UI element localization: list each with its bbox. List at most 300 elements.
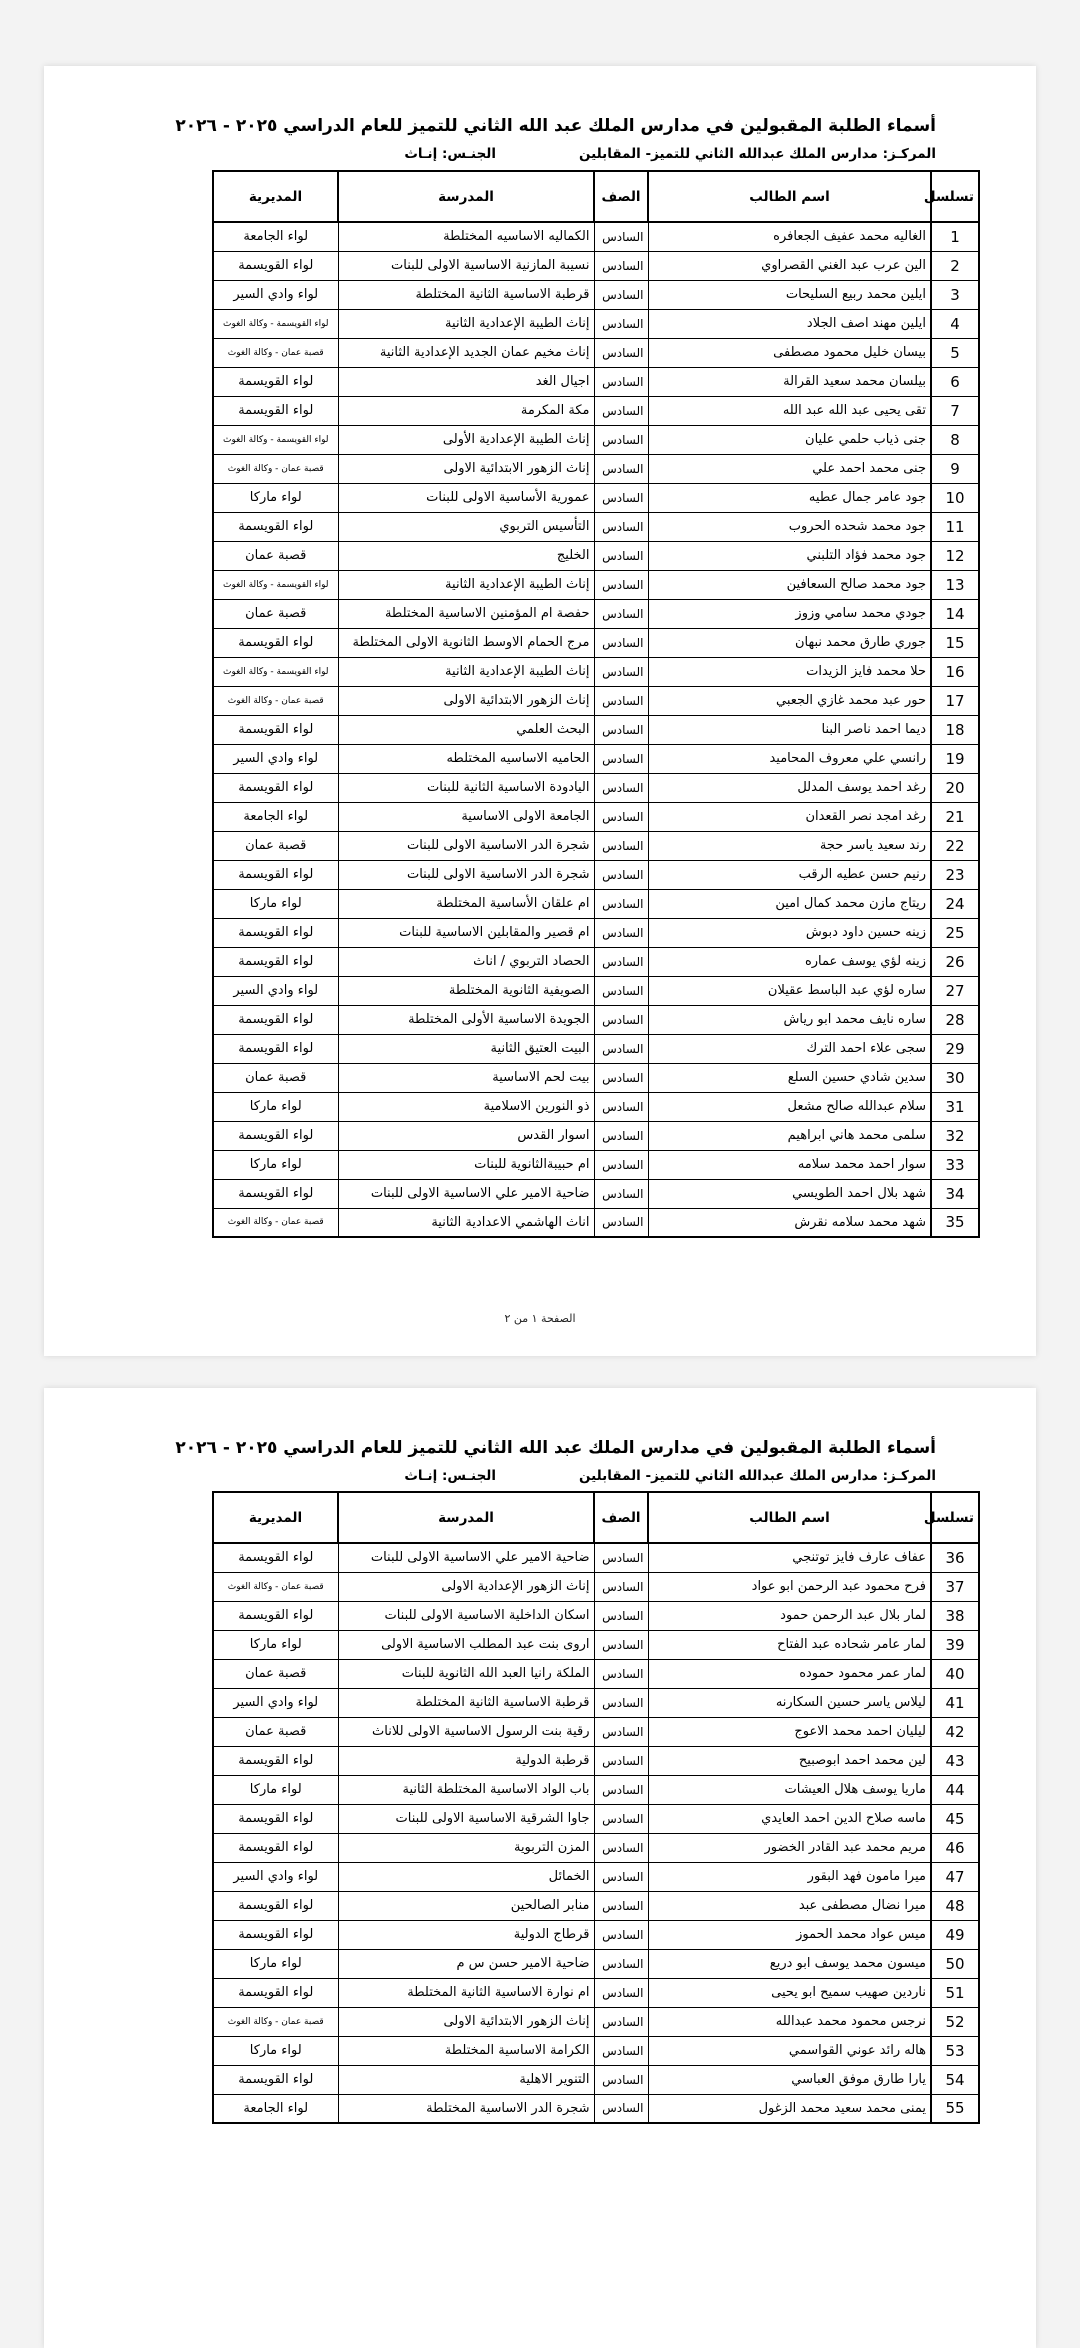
- cell-student-name: رند سعيد ياسر حجة: [648, 831, 931, 860]
- cell-no: 9: [931, 454, 979, 483]
- cell-school: إناث الطيبة الإعدادية الثانية: [338, 570, 594, 599]
- center-label: المركـز: مدارس الملك عبدالله الثاني للتميز- المقابلين: [579, 146, 936, 162]
- cell-no: 29: [931, 1034, 979, 1063]
- cell-no: 50: [931, 1949, 979, 1978]
- cell-no: 21: [931, 802, 979, 831]
- table-row: [213, 657, 979, 686]
- cell-school: ضاحية الامير حسن س م: [338, 1949, 594, 1978]
- cell-grade: السادس: [594, 338, 648, 367]
- cell-no: 36: [931, 1543, 979, 1572]
- cell-student-name: جودي محمد سامي وزوز: [648, 599, 931, 628]
- cell-grade: السادس: [594, 309, 648, 338]
- cell-student-name: تقى يحيى عبد الله عبد الله: [648, 396, 931, 425]
- cell-student-name: زينه حسين داود دبوش: [648, 918, 931, 947]
- cell-grade: السادس: [594, 1862, 648, 1891]
- table-row: [213, 454, 979, 483]
- cell-no: 41: [931, 1688, 979, 1717]
- table-row: [213, 1717, 979, 1746]
- table-row: [213, 396, 979, 425]
- table-row: [213, 1179, 979, 1208]
- cell-directorate: لواء القويسمة: [213, 1804, 338, 1833]
- table-row: [213, 744, 979, 773]
- cell-school: قرطبة الاساسية الثانية المختلطة: [338, 280, 594, 309]
- document-title: أسماء الطلبة المقبولين في مدارس الملك عبد الله الثاني للتميز للعام الدراسي ٢٠٢٥ - ٢٠٢٦: [175, 1438, 936, 1458]
- center-label: المركـز: مدارس الملك عبدالله الثاني للتميز- المقابلين: [579, 1468, 936, 1484]
- cell-school: اجيال الغد: [338, 367, 594, 396]
- cell-directorate: لواء القويسمة: [213, 1034, 338, 1063]
- cell-no: 34: [931, 1179, 979, 1208]
- cell-directorate: لواء القويسمة: [213, 715, 338, 744]
- cell-directorate: لواء القويسمة: [213, 1833, 338, 1862]
- table-row: [213, 599, 979, 628]
- cell-school: الجويدة الاساسية الأولى المختلطة: [338, 1005, 594, 1034]
- cell-grade: السادس: [594, 1063, 648, 1092]
- cell-no: 2: [931, 251, 979, 280]
- cell-grade: السادس: [594, 1601, 648, 1630]
- table-row: [213, 1063, 979, 1092]
- cell-student-name: سوار احمد محمد سلامه: [648, 1150, 931, 1179]
- cell-grade: السادس: [594, 599, 648, 628]
- cell-school: ام علقان الأساسية المختلطة: [338, 889, 594, 918]
- header-name: اسم الطالب: [648, 1492, 931, 1543]
- cell-no: 54: [931, 2065, 979, 2094]
- cell-directorate: قصبة عمان: [213, 599, 338, 628]
- cell-no: 5: [931, 338, 979, 367]
- table-body: [213, 1543, 979, 2123]
- cell-directorate: لواء القويسمة: [213, 1920, 338, 1949]
- cell-directorate: لواء وادي السير: [213, 1862, 338, 1891]
- cell-no: 14: [931, 599, 979, 628]
- cell-grade: السادس: [594, 1920, 648, 1949]
- table-row: [213, 1005, 979, 1034]
- table-row: [213, 889, 979, 918]
- cell-student-name: حلا محمد فايز الزيدات: [648, 657, 931, 686]
- cell-no: 3: [931, 280, 979, 309]
- cell-no: 25: [931, 918, 979, 947]
- cell-directorate: لواء الجامعة: [213, 2094, 338, 2123]
- cell-student-name: جود محمد فؤاد التلبني: [648, 541, 931, 570]
- cell-directorate: لواء القويسمة: [213, 1978, 338, 2007]
- cell-no: 24: [931, 889, 979, 918]
- cell-school: المزن التربوية: [338, 1833, 594, 1862]
- cell-school: باب الواد الاساسية المختلطة الثانية: [338, 1775, 594, 1804]
- cell-student-name: بيلسان محمد سعيد القرالة: [648, 367, 931, 396]
- table-row: [213, 860, 979, 889]
- cell-grade: السادس: [594, 1150, 648, 1179]
- cell-no: 39: [931, 1630, 979, 1659]
- cell-student-name: بيسان خليل محمود مصطفى: [648, 338, 931, 367]
- table-row: [213, 1659, 979, 1688]
- cell-student-name: جود عامر جمال عطيه: [648, 483, 931, 512]
- cell-directorate: لواء القويسمة: [213, 773, 338, 802]
- table-row: [213, 1978, 979, 2007]
- document-page-1: [44, 66, 1036, 1356]
- cell-school: قرطاج الدولية: [338, 1920, 594, 1949]
- cell-student-name: ماريا يوسف هلال العيشات: [648, 1775, 931, 1804]
- cell-no: 26: [931, 947, 979, 976]
- cell-directorate: لواء الجامعة: [213, 802, 338, 831]
- cell-school: ضاحية الامير علي الاساسية الاولى للبنات: [338, 1543, 594, 1572]
- cell-no: 8: [931, 425, 979, 454]
- cell-directorate: قصبة عمان: [213, 1659, 338, 1688]
- cell-school: قرطبة الاساسية الثانية المختلطة: [338, 1688, 594, 1717]
- cell-directorate: قصبة عمان: [213, 1717, 338, 1746]
- cell-student-name: سجى علاء احمد الترك: [648, 1034, 931, 1063]
- cell-school: اسوار القدس: [338, 1121, 594, 1150]
- cell-grade: السادس: [594, 1572, 648, 1601]
- cell-no: 38: [931, 1601, 979, 1630]
- cell-student-name: رانسي علي معروف المحاميد: [648, 744, 931, 773]
- table-row: [213, 1775, 979, 1804]
- cell-school: ام حبيبةالثانوية للبنات: [338, 1150, 594, 1179]
- header-grade: الصف: [594, 171, 648, 222]
- cell-directorate: قصبة عمان - وكالة الغوث: [213, 338, 338, 367]
- cell-grade: السادس: [594, 1630, 648, 1659]
- cell-no: 47: [931, 1862, 979, 1891]
- cell-no: 7: [931, 396, 979, 425]
- cell-school: الخليج: [338, 541, 594, 570]
- table-row: [213, 1949, 979, 1978]
- cell-school: اروى بنت عبد المطلب الاساسية الاولى: [338, 1630, 594, 1659]
- cell-directorate: لواء وادي السير: [213, 280, 338, 309]
- table-row: [213, 773, 979, 802]
- cell-student-name: لين محمد احمد ابوصبيح: [648, 1746, 931, 1775]
- cell-student-name: لمار بلال عبد الرحمن حمود: [648, 1601, 931, 1630]
- cell-student-name: نرجس محمود محمد عبدالله: [648, 2007, 931, 2036]
- cell-grade: السادس: [594, 773, 648, 802]
- table-body: [213, 222, 979, 1237]
- table-row: [213, 2007, 979, 2036]
- cell-grade: السادس: [594, 1688, 648, 1717]
- meta-row: [176, 146, 936, 166]
- cell-directorate: قصبة عمان - وكالة الغوث: [213, 2007, 338, 2036]
- cell-directorate: لواء القويسمة: [213, 251, 338, 280]
- cell-no: 1: [931, 222, 979, 251]
- cell-grade: السادس: [594, 1717, 648, 1746]
- cell-school: الصويفية الثانوية المختلطة: [338, 976, 594, 1005]
- cell-school: منابر الصالحين: [338, 1891, 594, 1920]
- table-row: [213, 512, 979, 541]
- cell-school: نسيبة المازنية الاساسية الاولى للبنات: [338, 251, 594, 280]
- table-row: [213, 976, 979, 1005]
- cell-grade: السادس: [594, 2094, 648, 2123]
- cell-student-name: لمار عامر شحاده عبد الفتاح: [648, 1630, 931, 1659]
- cell-grade: السادس: [594, 396, 648, 425]
- cell-directorate: لواء القويسمة: [213, 918, 338, 947]
- cell-school: ام نوارة الاساسية الثانية المختلطة: [338, 1978, 594, 2007]
- table-row: [213, 1920, 979, 1949]
- cell-directorate: لواء القويسمة: [213, 1179, 338, 1208]
- table-row: [213, 1601, 979, 1630]
- cell-student-name: يارا طارق موفق العباسي: [648, 2065, 931, 2094]
- cell-student-name: سلام عبدالله صالح مشعل: [648, 1092, 931, 1121]
- cell-directorate: لواء القويسمة - وكالة الغوث: [213, 657, 338, 686]
- cell-directorate: لواء القويسمة: [213, 860, 338, 889]
- cell-grade: السادس: [594, 1746, 648, 1775]
- cell-school: مكة المكرمة: [338, 396, 594, 425]
- cell-student-name: هاله رائد عوني القواسمي: [648, 2036, 931, 2065]
- cell-directorate: لواء القويسمة: [213, 947, 338, 976]
- cell-student-name: رغد احمد يوسف المدلل: [648, 773, 931, 802]
- cell-no: 33: [931, 1150, 979, 1179]
- cell-no: 20: [931, 773, 979, 802]
- cell-student-name: مريم محمد عبد القادر الخضور: [648, 1833, 931, 1862]
- table-row: [213, 280, 979, 309]
- cell-student-name: جوري طارق محمد نبهان: [648, 628, 931, 657]
- table-row: [213, 918, 979, 947]
- cell-no: 31: [931, 1092, 979, 1121]
- cell-student-name: ليلاس ياسر حسين السكارنه: [648, 1688, 931, 1717]
- cell-grade: السادس: [594, 802, 648, 831]
- cell-grade: السادس: [594, 628, 648, 657]
- cell-student-name: جنى محمد احمد علي: [648, 454, 931, 483]
- cell-grade: السادس: [594, 1005, 648, 1034]
- cell-directorate: لواء ماركا: [213, 1949, 338, 1978]
- cell-directorate: لواء القويسمة: [213, 396, 338, 425]
- cell-directorate: لواء القويسمة: [213, 1601, 338, 1630]
- cell-student-name: شهد بلال احمد الطويسي: [648, 1179, 931, 1208]
- cell-grade: السادس: [594, 1179, 648, 1208]
- cell-no: 55: [931, 2094, 979, 2123]
- cell-no: 45: [931, 1804, 979, 1833]
- cell-grade: السادس: [594, 889, 648, 918]
- cell-no: 42: [931, 1717, 979, 1746]
- header-directorate: المديرية: [213, 1492, 338, 1543]
- table-row: [213, 1150, 979, 1179]
- table-row: [213, 338, 979, 367]
- table-header-row: [213, 1492, 979, 1543]
- cell-student-name: جود محمد صالح السعافين: [648, 570, 931, 599]
- cell-student-name: زينه لؤي يوسف عماره: [648, 947, 931, 976]
- table-row: [213, 715, 979, 744]
- cell-directorate: قصبة عمان: [213, 831, 338, 860]
- cell-directorate: قصبة عمان - وكالة الغوث: [213, 1572, 338, 1601]
- cell-directorate: قصبة عمان: [213, 1063, 338, 1092]
- cell-directorate: لواء القويسمة: [213, 367, 338, 396]
- cell-school: مرج الحمام الاوسط الثانوية الاولى المختلطة: [338, 628, 594, 657]
- cell-no: 43: [931, 1746, 979, 1775]
- table-row: [213, 1034, 979, 1063]
- cell-directorate: قصبة عمان - وكالة الغوث: [213, 686, 338, 715]
- cell-no: 44: [931, 1775, 979, 1804]
- cell-no: 30: [931, 1063, 979, 1092]
- table-row: [213, 802, 979, 831]
- table-row: [213, 1092, 979, 1121]
- header-grade: الصف: [594, 1492, 648, 1543]
- table-row: [213, 2065, 979, 2094]
- cell-no: 11: [931, 512, 979, 541]
- students-table: [212, 1491, 980, 2124]
- table-row: [213, 947, 979, 976]
- cell-grade: السادس: [594, 2036, 648, 2065]
- cell-student-name: ليليان احمد محمد الاعوج: [648, 1717, 931, 1746]
- table-row: [213, 1804, 979, 1833]
- cell-directorate: قصبة عمان: [213, 541, 338, 570]
- header-school: المدرسة: [338, 1492, 594, 1543]
- cell-grade: السادس: [594, 1034, 648, 1063]
- table-row: [213, 1543, 979, 1572]
- table-row: [213, 1572, 979, 1601]
- cell-grade: السادس: [594, 976, 648, 1005]
- cell-school: إناث الزهور الابتدائية الاولى: [338, 454, 594, 483]
- cell-no: 18: [931, 715, 979, 744]
- cell-school: الخمائل: [338, 1862, 594, 1891]
- cell-no: 52: [931, 2007, 979, 2036]
- cell-grade: السادس: [594, 1833, 648, 1862]
- cell-no: 32: [931, 1121, 979, 1150]
- cell-directorate: لواء القويسمة: [213, 1891, 338, 1920]
- cell-student-name: ماسه صلاح الدين احمد العايدي: [648, 1804, 931, 1833]
- cell-school: الحصاد التربوي / اناث: [338, 947, 594, 976]
- cell-grade: السادس: [594, 947, 648, 976]
- cell-directorate: لواء وادي السير: [213, 976, 338, 1005]
- header-no: تسلسل: [931, 171, 979, 222]
- table-row: [213, 425, 979, 454]
- cell-school: التنوير الاهلية: [338, 2065, 594, 2094]
- table-row: [213, 2094, 979, 2123]
- cell-school: التأسيس التربوي: [338, 512, 594, 541]
- table-row: [213, 628, 979, 657]
- page-footer: الصفحة ١ من ٢: [504, 1312, 576, 1325]
- document-title: أسماء الطلبة المقبولين في مدارس الملك عبد الله الثاني للتميز للعام الدراسي ٢٠٢٥ - ٢٠٢٦: [175, 116, 936, 136]
- cell-school: شجرة الدر الاساسية الاولى للبنات: [338, 831, 594, 860]
- cell-grade: السادس: [594, 454, 648, 483]
- cell-student-name: ساره نايف محمد ابو رياش: [648, 1005, 931, 1034]
- cell-student-name: ساره لؤي عبد الباسط عقيلان: [648, 976, 931, 1005]
- cell-grade: السادس: [594, 715, 648, 744]
- cell-directorate: قصبة عمان - وكالة الغوث: [213, 454, 338, 483]
- cell-no: 22: [931, 831, 979, 860]
- cell-directorate: لواء القويسمة: [213, 1005, 338, 1034]
- cell-student-name: لمار عمر محمود حموده: [648, 1659, 931, 1688]
- cell-directorate: لواء القويسمة: [213, 1746, 338, 1775]
- cell-school: ذو النورين الاسلامية: [338, 1092, 594, 1121]
- cell-grade: السادس: [594, 744, 648, 773]
- cell-school: شجرة الدر الاساسية المختلطة: [338, 2094, 594, 2123]
- cell-school: إناث الطيبة الإعدادية الثانية: [338, 309, 594, 338]
- cell-student-name: ايلين مهند اصف الجلاد: [648, 309, 931, 338]
- cell-no: 4: [931, 309, 979, 338]
- cell-student-name: ناردين صهيب سميح ابو يحيى: [648, 1978, 931, 2007]
- cell-school: جاوا الشرقية الاساسية الاولى للبنات: [338, 1804, 594, 1833]
- cell-school: رقية بنت الرسول الاساسية الاولى للاناث: [338, 1717, 594, 1746]
- cell-student-name: جنى ذياب حلمي عليان: [648, 425, 931, 454]
- cell-directorate: لواء وادي السير: [213, 744, 338, 773]
- cell-student-name: حور عبد محمد غازي الجعبي: [648, 686, 931, 715]
- cell-school: الجامعة الاولى الاساسية: [338, 802, 594, 831]
- header-no: تسلسل: [931, 1492, 979, 1543]
- cell-no: 48: [931, 1891, 979, 1920]
- table-row: [213, 1208, 979, 1237]
- cell-grade: السادس: [594, 686, 648, 715]
- cell-student-name: يمنى محمد سعيد محمد الزغول: [648, 2094, 931, 2123]
- cell-directorate: لواء ماركا: [213, 1775, 338, 1804]
- cell-grade: السادس: [594, 251, 648, 280]
- cell-school: الحاميه الاساسيه المختلطه: [338, 744, 594, 773]
- cell-student-name: جود محمد شحده الحروب: [648, 512, 931, 541]
- document-page-2: [44, 1388, 1036, 2348]
- table-row: [213, 367, 979, 396]
- cell-grade: السادس: [594, 1121, 648, 1150]
- cell-no: 12: [931, 541, 979, 570]
- gender-label: الجنـس: إنـاث: [404, 1468, 496, 1484]
- cell-student-name: ريتاج مازن محمد كمال امين: [648, 889, 931, 918]
- cell-directorate: لواء ماركا: [213, 1092, 338, 1121]
- cell-student-name: سلمى محمد هاني ابراهيم: [648, 1121, 931, 1150]
- cell-directorate: لواء وادي السير: [213, 1688, 338, 1717]
- cell-grade: السادس: [594, 512, 648, 541]
- table-row: [213, 831, 979, 860]
- cell-no: 46: [931, 1833, 979, 1862]
- cell-no: 10: [931, 483, 979, 512]
- cell-school: قرطبة الدولية: [338, 1746, 594, 1775]
- cell-school: بيت لحم الاساسية: [338, 1063, 594, 1092]
- cell-directorate: لواء القويسمة: [213, 628, 338, 657]
- cell-grade: السادس: [594, 860, 648, 889]
- cell-grade: السادس: [594, 1978, 648, 2007]
- cell-no: 51: [931, 1978, 979, 2007]
- cell-grade: السادس: [594, 1804, 648, 1833]
- cell-school: إناث الزهور الإعدادية الاولى: [338, 1572, 594, 1601]
- table-row: [213, 251, 979, 280]
- cell-student-name: رغد امجد نصر القعدان: [648, 802, 931, 831]
- cell-no: 17: [931, 686, 979, 715]
- cell-no: 19: [931, 744, 979, 773]
- cell-school: ام قصير والمقابلين الاساسية للبنات: [338, 918, 594, 947]
- cell-student-name: ميس عواد محمد الحموز: [648, 1920, 931, 1949]
- cell-school: اناث الهاشمي الاعدادية الثانية: [338, 1208, 594, 1237]
- table-row: [213, 686, 979, 715]
- cell-no: 53: [931, 2036, 979, 2065]
- cell-school: حفصة ام المؤمنين الاساسية المختلطة: [338, 599, 594, 628]
- cell-school: اليادودة الاساسية الثانية للبنات: [338, 773, 594, 802]
- cell-directorate: لواء القويسمة - وكالة الغوث: [213, 570, 338, 599]
- cell-school: البحث العلمي: [338, 715, 594, 744]
- cell-school: إناث الزهور الابتدائية الاولى: [338, 686, 594, 715]
- cell-grade: السادس: [594, 2065, 648, 2094]
- cell-directorate: لواء ماركا: [213, 889, 338, 918]
- cell-grade: السادس: [594, 657, 648, 686]
- cell-student-name: ديما احمد ناصر البنا: [648, 715, 931, 744]
- cell-grade: السادس: [594, 222, 648, 251]
- cell-directorate: لواء القويسمة: [213, 2065, 338, 2094]
- cell-grade: السادس: [594, 1543, 648, 1572]
- cell-grade: السادس: [594, 541, 648, 570]
- students-table: [212, 170, 980, 1238]
- header-name: اسم الطالب: [648, 171, 931, 222]
- cell-student-name: ايلين محمد ربيع السليحات: [648, 280, 931, 309]
- cell-directorate: قصبة عمان - وكالة الغوث: [213, 1208, 338, 1237]
- cell-school: شجرة الدر الاساسية الاولى للبنات: [338, 860, 594, 889]
- cell-directorate: لواء القويسمة - وكالة الغوث: [213, 309, 338, 338]
- cell-student-name: الغاليه محمد عفيف الجعافره: [648, 222, 931, 251]
- cell-no: 37: [931, 1572, 979, 1601]
- cell-school: اسكان الداخلية الاساسية الاولى للبنات: [338, 1601, 594, 1630]
- meta-row: [176, 1468, 936, 1488]
- gender-label: الجنـس: إنـاث: [404, 146, 496, 162]
- table-row: [213, 1121, 979, 1150]
- cell-school: الملكة رانيا العبد الله الثانوية للبنات: [338, 1659, 594, 1688]
- cell-directorate: لواء ماركا: [213, 2036, 338, 2065]
- header-school: المدرسة: [338, 171, 594, 222]
- table-row: [213, 483, 979, 512]
- cell-student-name: ميسون محمد يوسف ابو دريع: [648, 1949, 931, 1978]
- cell-student-name: سدين شادي حسين السلع: [648, 1063, 931, 1092]
- cell-student-name: الين عرب عبد الغني القصراوي: [648, 251, 931, 280]
- cell-school: الكرامة الاساسية المختلطة: [338, 2036, 594, 2065]
- cell-grade: السادس: [594, 1891, 648, 1920]
- cell-school: الكماليه الاساسيه المختلطة: [338, 222, 594, 251]
